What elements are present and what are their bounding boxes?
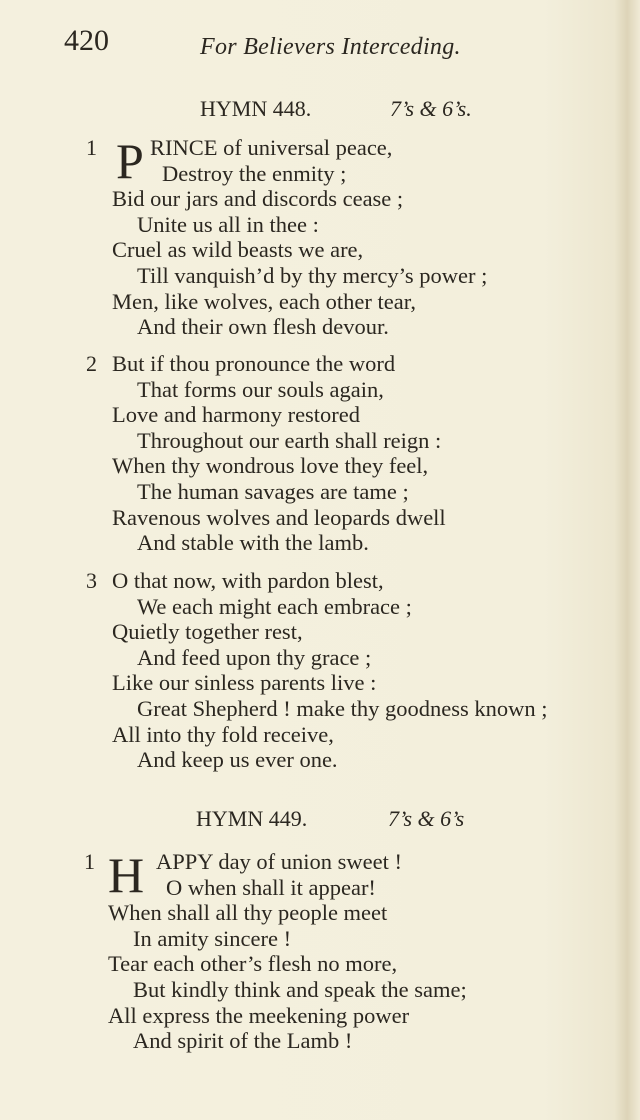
verse-line: Unite us all in thee :	[137, 211, 319, 237]
hymn-title: HYMN 449.	[196, 806, 308, 831]
verse-line: APPY day of union sweet !	[156, 849, 403, 874]
verse-line: O that now, with pardon blest,	[112, 568, 384, 593]
verse-line: RINCE of universal peace,	[150, 135, 393, 160]
verse-line: O when shall it appear!	[166, 874, 376, 900]
stanza-number: 1	[84, 849, 95, 874]
verse-line: We each might each embrace ;	[137, 593, 412, 619]
verse-line: And spirit of the Lamb !	[133, 1028, 353, 1054]
verse-line: Quietly together rest,	[112, 619, 303, 645]
verse-line: But if thou pronounce the word	[112, 351, 396, 376]
verse-line: Bid our jars and discords cease ;	[112, 186, 404, 212]
verse-line: When shall all thy people meet	[108, 900, 388, 926]
drop-cap: H	[108, 847, 145, 903]
verse-line: And feed upon thy grace ;	[137, 644, 372, 670]
hymn-title: HYMN 448.	[200, 96, 312, 121]
verse-line: Great Shepherd ! make thy goodness known ;	[137, 696, 548, 721]
verse-line: And stable with the lamb.	[137, 530, 369, 556]
verse-line: And their own flesh devour.	[137, 314, 389, 340]
stanza-number: 3	[86, 568, 97, 593]
verse-line: In amity sincere !	[133, 925, 292, 951]
drop-cap: P	[116, 133, 144, 189]
verse-line: All into thy fold receive,	[112, 721, 334, 747]
stanza-number: 2	[86, 351, 97, 376]
verse-line: The human savages are tame ;	[137, 479, 409, 504]
verse-line: Cruel as wild beasts we are,	[112, 237, 364, 263]
verse-line: All express the meekening power	[108, 1002, 410, 1028]
verse-line: And keep us ever one.	[137, 747, 338, 773]
running-head: For Believers Interceding.	[200, 34, 461, 60]
verse-line: Till vanquish’d by thy mercy’s power ;	[137, 263, 488, 288]
verse-line: Destroy the enmity ;	[162, 160, 347, 186]
verse-line: But kindly think and speak the same;	[133, 977, 467, 1002]
verse-line: Men, like wolves, each other tear,	[112, 288, 416, 314]
verse-line: Ravenous wolves and leopards dwell	[112, 504, 446, 530]
verse-line: Tear each other’s flesh no more,	[108, 951, 398, 977]
hymn-meter: 7’s & 6’s	[388, 806, 465, 831]
page-number: 420	[64, 24, 109, 57]
verse-line: Like our sinless parents live :	[112, 670, 377, 696]
verse-line: When thy wondrous love they feel,	[112, 453, 429, 479]
stanza-number: 1	[86, 135, 97, 160]
verse-line: That forms our souls again,	[137, 376, 384, 402]
verse-line: Love and harmony restored	[112, 402, 361, 428]
verse-line: Throughout our earth shall reign :	[137, 427, 442, 453]
hymn-meter: 7’s & 6’s.	[390, 96, 472, 121]
